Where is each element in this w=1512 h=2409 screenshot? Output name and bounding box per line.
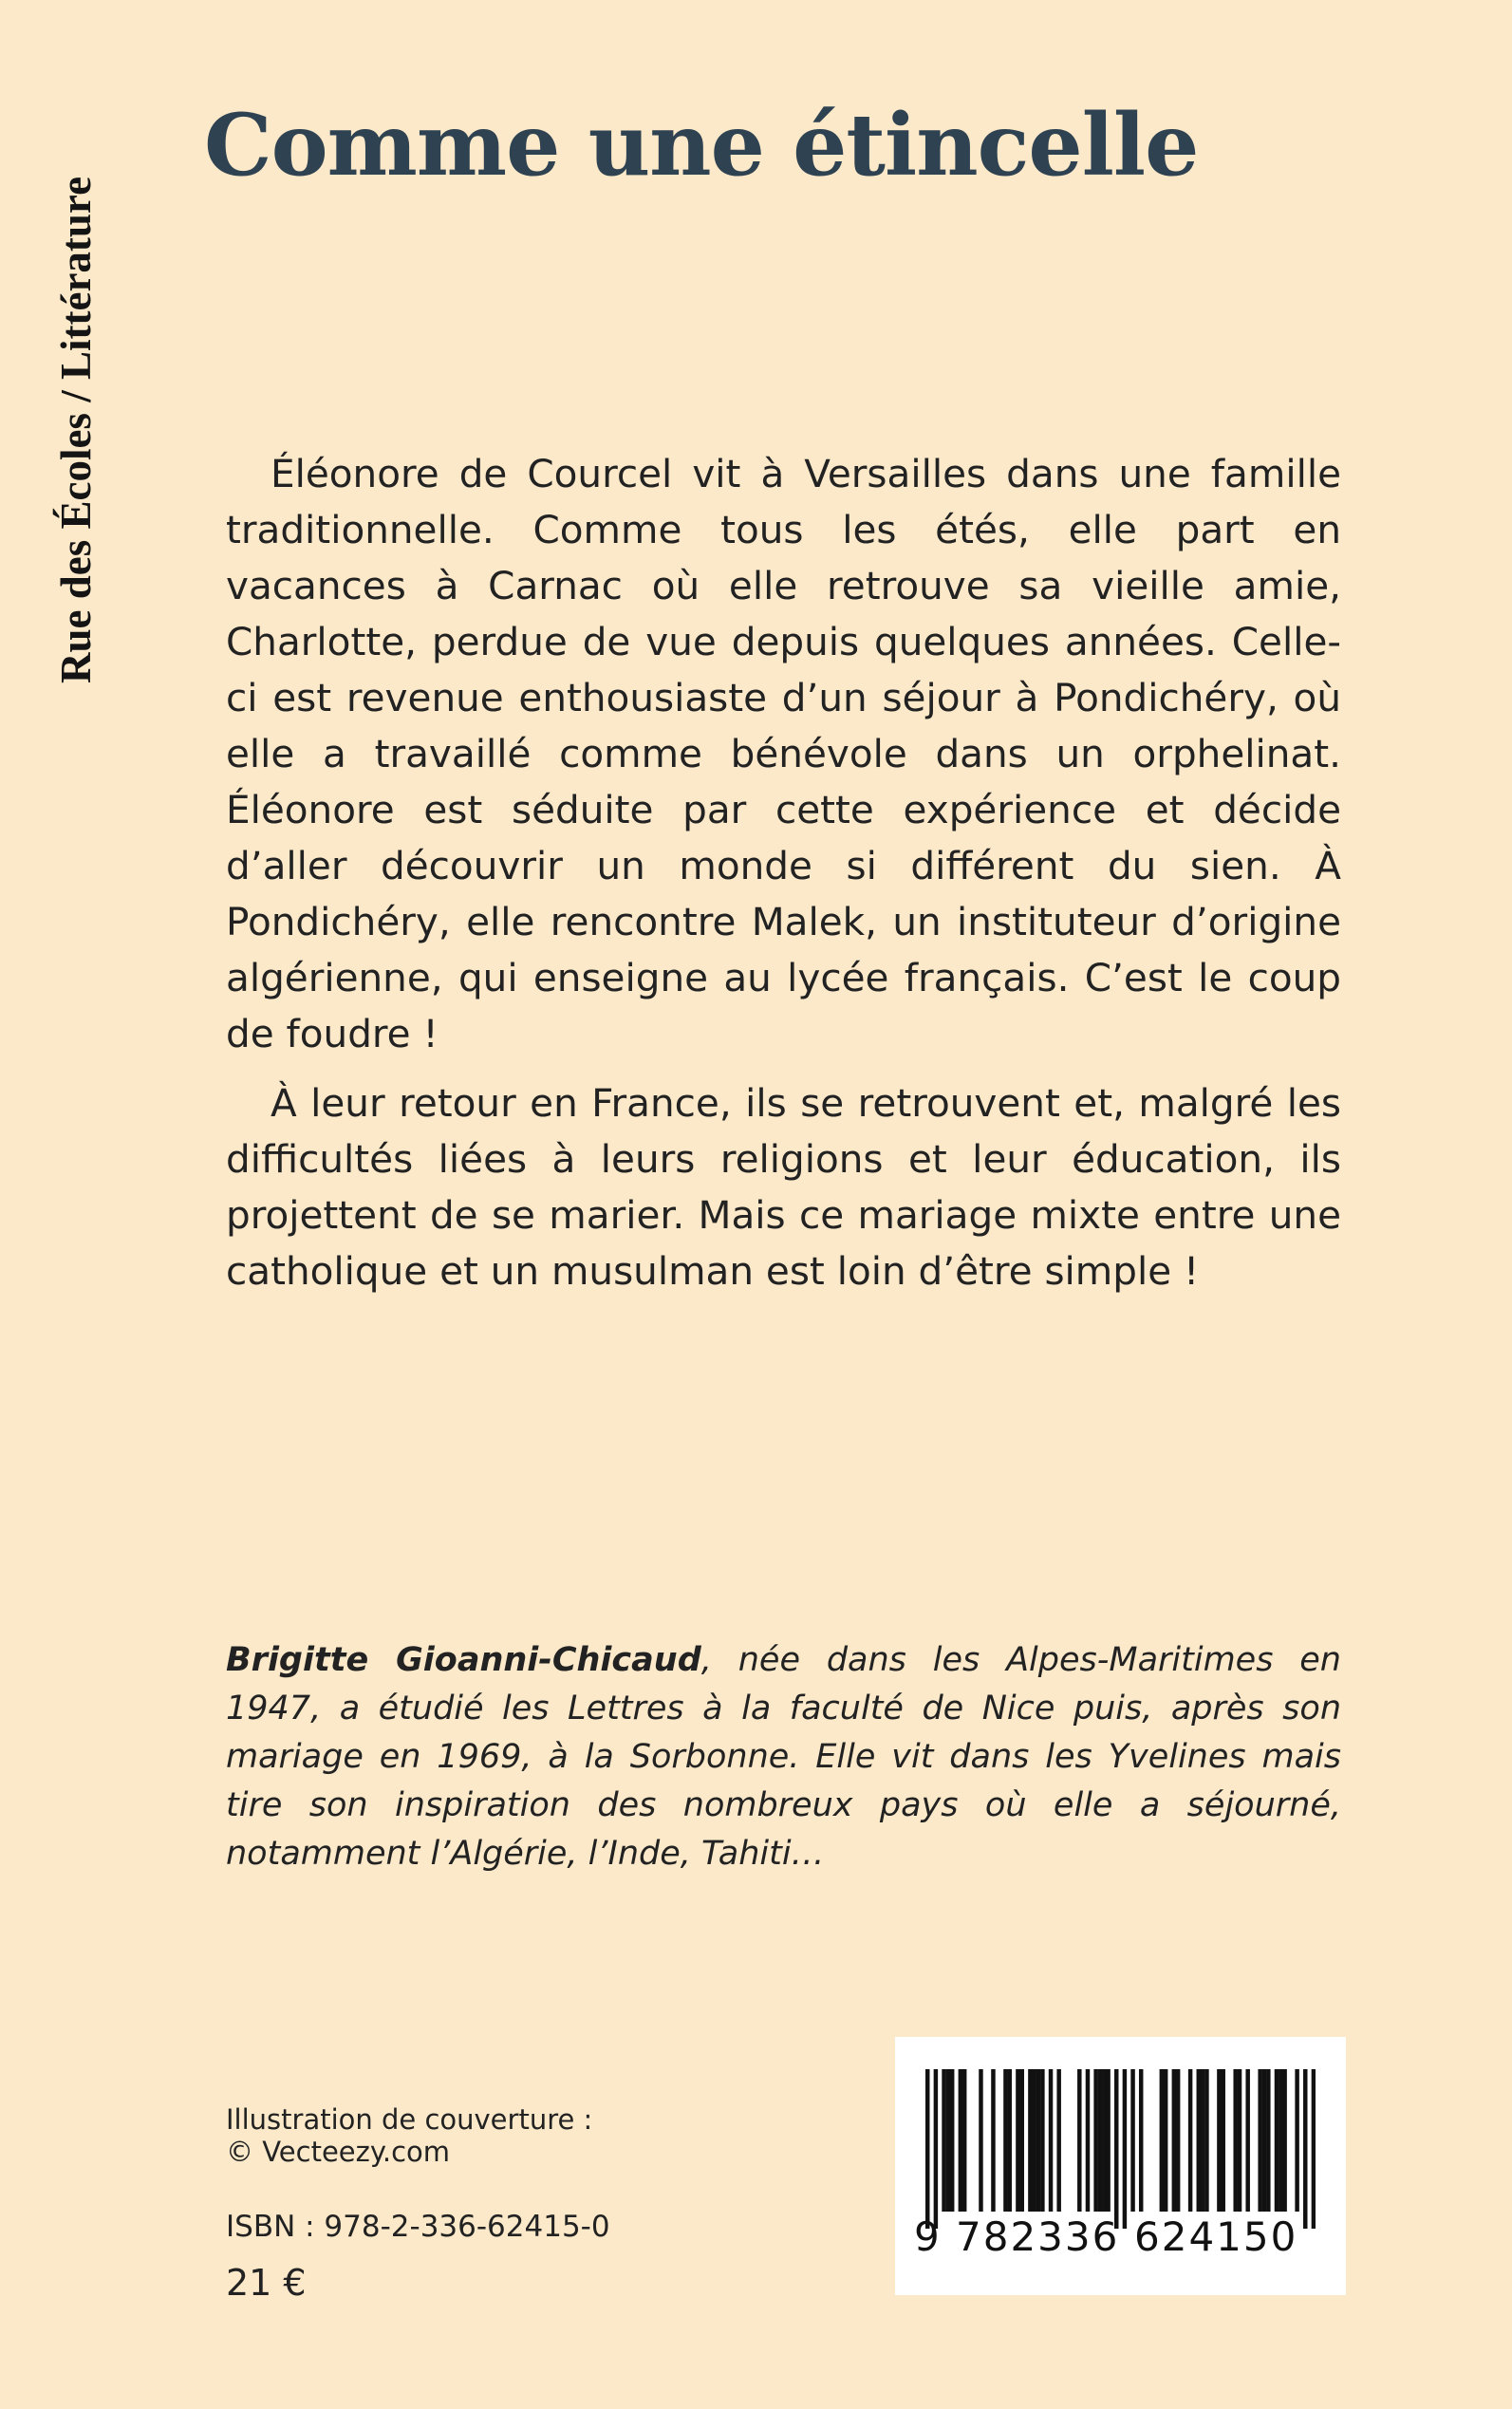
- barcode-bar-39: [1233, 2069, 1237, 2212]
- barcode-bar-18: [1056, 2069, 1060, 2212]
- barcode-bar-19: [1077, 2069, 1081, 2212]
- barcode-bar-32: [1176, 2069, 1180, 2212]
- cover-credits: [226, 2103, 592, 2168]
- barcode-bar-43: [1262, 2069, 1266, 2212]
- barcode-bar-27: [1130, 2069, 1134, 2212]
- barcode-bar-29: [1160, 2069, 1164, 2212]
- barcode-group-left: 782336: [956, 2213, 1120, 2260]
- author-bio: [226, 1636, 1341, 1878]
- barcode-bar-40: [1238, 2069, 1241, 2212]
- barcode-first-digit: 9: [914, 2213, 940, 2260]
- barcode-bar-17: [1049, 2069, 1053, 2212]
- barcode-bar-16: [1040, 2069, 1044, 2212]
- synopsis-paragraph-1: Éléonore de Courcel vit à Versailles dans une famille traditionnelle. Comme tous les étés, elle part en vacances à Carnac où elle retrouve sa vieille amie, Charlotte, perdue de vue depuis quelques années. Celle-ci est revenue enthousiaste d’un séjour à Pondichéry, où elle a travaillé comme bénévole dans un orphelinat. Éléonore est séduite par cette expérience et décide d’aller découvrir un monde si différent du sien. À Pondichéry, elle rencontre Malek, un instituteur d’origine algérienne, qui enseigne au lycée français. C’est le coup de foudre !: [226, 451, 1341, 1056]
- barcode-bar-45: [1275, 2069, 1279, 2212]
- barcode-bar-23: [1102, 2069, 1106, 2212]
- barcode-bar-14: [1032, 2069, 1036, 2212]
- barcode-bar-42: [1258, 2069, 1261, 2212]
- barcode-bar-28: [1139, 2069, 1143, 2212]
- synopsis-paragraph-2: À leur retour en France, ils se retrouvent et, malgré les difficultés liées à leurs religions et leur éducation, ils projettent de se marier. Mais ce mariage mixte entre une catholique et un musulman est loin d’être simple !: [226, 1080, 1341, 1294]
- barcode-bar-9: [1003, 2069, 1007, 2212]
- barcode-bar-22: [1098, 2069, 1102, 2212]
- barcode-bar-44: [1266, 2069, 1270, 2212]
- barcode-bar-34: [1197, 2069, 1201, 2212]
- barcode-bar-41: [1245, 2069, 1249, 2212]
- barcode-bar-11: [1016, 2069, 1019, 2212]
- barcode-group-right: 624150: [1134, 2213, 1298, 2260]
- barcode-bar-10: [1008, 2069, 1012, 2212]
- author-name: Brigitte Gioanni-Chicaud: [226, 1641, 701, 1679]
- barcode-bar-2: [942, 2069, 945, 2212]
- barcode-bar-1: [934, 2069, 938, 2229]
- barcode-bar-13: [1028, 2069, 1032, 2212]
- barcode-bar-31: [1172, 2069, 1176, 2212]
- barcode-bar-33: [1188, 2069, 1192, 2212]
- isbn-text: ISBN : 978-2-336-62415-0: [226, 2210, 610, 2244]
- author-bio-text: , née dans les Alpes-Maritimes en 1947, a étudié les Lettres à la faculté de Nice puis, après son mariage en 1969, à la Sorbonne. Elle vit dans les Yvelines mais tire son inspiration des nombreux pays où elle a séjourné, notamment l’Algérie, l’Inde, Tahiti…: [226, 1641, 1341, 1873]
- cover-credit-label: Illustration de couverture :: [226, 2103, 593, 2136]
- barcode-bar-25: [1114, 2069, 1118, 2229]
- barcode-bar-49: [1303, 2069, 1307, 2229]
- collection-spine-label: Rue des Écoles / Littérature: [52, 176, 100, 683]
- barcode-bar-35: [1201, 2069, 1204, 2212]
- synopsis: [226, 446, 1341, 1313]
- barcode-bar-30: [1164, 2069, 1167, 2212]
- cover-credit-source: © Vecteezy.com: [226, 2136, 451, 2168]
- barcode-bar-24: [1106, 2069, 1110, 2212]
- barcode-bar-46: [1279, 2069, 1282, 2212]
- barcode-bar-20: [1086, 2069, 1090, 2212]
- barcode-bar-5: [959, 2069, 962, 2212]
- barcode-bar-37: [1217, 2069, 1221, 2212]
- price-text: 21 €: [226, 2262, 307, 2304]
- barcode-bar-6: [962, 2069, 966, 2212]
- barcode-bar-47: [1282, 2069, 1286, 2212]
- barcode-bar-50: [1312, 2069, 1316, 2229]
- barcode-bar-8: [991, 2069, 995, 2212]
- barcode-bar-38: [1221, 2069, 1224, 2212]
- barcode-bar-0: [925, 2069, 929, 2229]
- barcode-box: [895, 2037, 1346, 2295]
- barcode-bar-15: [1036, 2069, 1040, 2212]
- barcode-bars-icon: [925, 2069, 1316, 2229]
- barcode-bar-3: [946, 2069, 950, 2212]
- barcode-bar-48: [1295, 2069, 1298, 2212]
- barcode-bar-26: [1123, 2069, 1127, 2229]
- barcode-bar-36: [1204, 2069, 1208, 2212]
- barcode-bar-21: [1093, 2069, 1097, 2212]
- barcode-bar-4: [950, 2069, 954, 2212]
- barcode-bar-7: [979, 2069, 982, 2212]
- book-title: Comme une étincelle: [204, 95, 1199, 196]
- barcode-bar-12: [1020, 2069, 1024, 2212]
